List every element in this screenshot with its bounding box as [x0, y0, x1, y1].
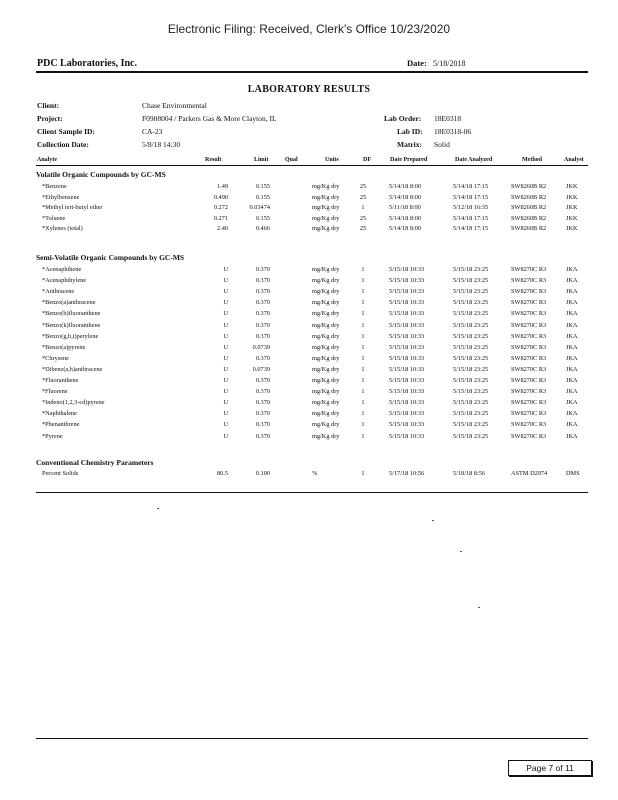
cell-analyzed: 5/15/18 23:25: [453, 432, 489, 440]
col-units: Units: [325, 157, 339, 163]
cell-df: 1: [361, 365, 365, 373]
cell-analyte: *Benzene: [42, 183, 67, 190]
sample-id-label: Client Sample ID:: [37, 127, 95, 136]
column-header-rule: [36, 165, 588, 166]
header-rule: [36, 71, 588, 73]
cell-df: 1: [361, 204, 365, 212]
cell-result: U: [223, 365, 228, 373]
cell-result: U: [223, 399, 228, 407]
cell-analyst: JKA: [566, 343, 578, 351]
cell-df: 1: [361, 299, 365, 307]
table-row: [0, 366, 618, 377]
cell-prepared: 5/15/18 10:33: [389, 377, 425, 384]
cell-prepared: 5/15/18 10:33: [389, 421, 425, 429]
table-row: [0, 470, 618, 481]
cell-units: mg/Kg dry: [312, 266, 340, 273]
cell-prepared: 5/17/18 10:56: [389, 470, 425, 477]
cell-result: U: [223, 343, 228, 351]
table-row: [0, 388, 618, 399]
cell-analyte: *Xylenes (total): [42, 225, 83, 233]
cell-result: 0.271: [213, 214, 228, 222]
cell-units: mg/Kg dry: [312, 277, 340, 285]
cell-analyte: *Anthracene: [42, 288, 75, 296]
cell-analyzed: 5/15/18 23:25: [453, 332, 489, 340]
table-row: [0, 277, 618, 288]
cell-units: mg/Kg dry: [312, 399, 340, 407]
cell-analyzed: 5/14/18 17:15: [453, 225, 489, 233]
cell-analyte: *Acenaphthene: [42, 266, 82, 273]
cell-analyst: JKK: [566, 225, 578, 233]
cell-analyte: *Ethylbenzene: [42, 193, 80, 201]
cell-analyte: *Benzo(g,h,i)perylene: [42, 332, 99, 340]
cell-df: 25: [359, 214, 367, 222]
cell-df: 1: [361, 310, 365, 318]
cell-limit: 0.03474: [249, 204, 270, 212]
cell-units: mg/Kg dry: [312, 183, 340, 190]
col-analyte: Analyte: [37, 157, 57, 163]
cell-analyte: *Naphthalene: [42, 410, 77, 418]
cell-limit: 0.155: [255, 193, 270, 201]
cell-units: mg/Kg dry: [312, 193, 340, 201]
cell-limit: 0.370: [255, 388, 270, 396]
cell-limit: 0.370: [255, 288, 270, 296]
cell-analyzed: 5/15/18 23:25: [453, 266, 489, 273]
cell-result: U: [223, 332, 228, 340]
cell-analyte: *Pyrene: [42, 432, 63, 440]
cell-prepared: 5/14/18 8:00: [389, 225, 422, 233]
cell-method: SW8260B R2: [511, 214, 547, 222]
cell-result: U: [223, 266, 228, 273]
cell-analyzed: 5/15/18 23:25: [453, 365, 489, 373]
cell-units: mg/Kg dry: [312, 225, 340, 233]
cell-prepared: 5/15/18 10:33: [389, 332, 425, 340]
cell-limit: 0.370: [255, 354, 270, 362]
lab-id-value: 18E0318-06: [434, 127, 472, 136]
cell-analyst: JKA: [566, 310, 578, 318]
cell-analyte: *Fluorene: [42, 388, 68, 396]
table-row: [0, 288, 618, 299]
cell-analyzed: 5/15/18 23:25: [453, 299, 489, 307]
cell-result: 0.490: [213, 193, 228, 201]
client-label: Client:: [37, 101, 60, 110]
cell-result: 2.40: [216, 225, 228, 233]
table-row: [0, 266, 618, 277]
cell-units: mg/Kg dry: [312, 310, 340, 318]
cell-analyzed: 5/15/18 23:25: [453, 410, 489, 418]
cell-analyzed: 5/15/18 23:25: [453, 310, 489, 318]
cell-analyzed: 5/15/18 23:25: [453, 388, 489, 396]
cell-limit: 0.466: [255, 225, 270, 233]
cell-prepared: 5/15/18 10:33: [389, 299, 425, 307]
filing-stamp: Electronic Filing: Received, Clerk's Office 10/23/2020: [167, 22, 451, 36]
col-limit: Limit: [254, 157, 269, 163]
cell-result: 80.5: [216, 470, 228, 477]
table-row: [0, 204, 618, 215]
cell-limit: 0.370: [255, 377, 270, 384]
cell-analyst: JKA: [566, 277, 578, 285]
cell-analyte: *Benzo(b)fluoranthene: [42, 310, 101, 318]
cell-df: 25: [359, 183, 367, 190]
cell-units: mg/Kg dry: [312, 432, 340, 440]
lab-order-label: Lab Order:: [384, 114, 422, 123]
table-row: [0, 355, 618, 366]
col-qual: Qual: [285, 157, 298, 163]
cell-limit: 0.370: [255, 277, 270, 285]
cell-limit: 0.370: [255, 299, 270, 307]
cell-df: 1: [361, 377, 365, 384]
cell-df: 1: [361, 321, 365, 329]
table-row: [0, 399, 618, 410]
report-date-value: 5/18/2018: [433, 59, 466, 68]
cell-result: U: [223, 288, 228, 296]
footer-rule: [36, 738, 588, 739]
cell-analyzed: 5/15/18 23:25: [453, 321, 489, 329]
cell-prepared: 5/15/18 10:33: [389, 365, 425, 373]
cell-analyte: *Dibenz(a,h)anthracene: [42, 365, 103, 373]
cell-analyte: Percent Solids: [42, 470, 79, 477]
cell-units: %: [312, 470, 318, 477]
cell-analyst: JKK: [566, 214, 578, 222]
section-volatile: Volatile Organic Compounds by GC-MS: [36, 170, 166, 179]
cell-method: SW8270C R3: [511, 399, 547, 407]
cell-method: SW8270C R3: [511, 299, 547, 307]
cell-analyzed: 5/14/18 17:15: [453, 214, 489, 222]
cell-method: SW8260B R2: [511, 193, 547, 201]
scan-speck: [460, 551, 462, 552]
section-conventional: Conventional Chemistry Parameters: [36, 458, 154, 467]
table-row: [0, 333, 618, 344]
cell-analyzed: 5/15/18 23:25: [453, 421, 489, 429]
cell-analyst: DMS: [566, 470, 580, 477]
cell-analyst: JKA: [566, 332, 578, 340]
cell-analyst: JKA: [566, 354, 578, 362]
cell-prepared: 5/15/18 10:33: [389, 354, 425, 362]
cell-units: mg/Kg dry: [312, 299, 340, 307]
cell-units: mg/Kg dry: [312, 388, 340, 396]
cell-result: U: [223, 321, 228, 329]
cell-result: U: [223, 410, 228, 418]
table-bottom-rule: [36, 492, 588, 493]
cell-analyte: *Benzo(a)anthracene: [42, 299, 96, 307]
cell-prepared: 5/15/18 10:33: [389, 399, 425, 407]
col-analyst: Analyst: [564, 157, 584, 163]
cell-method: SW8270C R3: [511, 343, 547, 351]
cell-analyzed: 5/12/18 16:35: [453, 204, 489, 212]
table-row: [0, 299, 618, 310]
cell-limit: 0.370: [255, 332, 270, 340]
cell-method: SW8270C R3: [511, 432, 547, 440]
cell-result: U: [223, 388, 228, 396]
cell-method: SW8270C R3: [511, 354, 547, 362]
cell-prepared: 5/15/18 10:33: [389, 321, 425, 329]
page-indicator: Page 7 of 11: [508, 760, 592, 776]
table-row: [0, 433, 618, 444]
cell-prepared: 5/15/18 10:33: [389, 343, 425, 351]
table-row: [0, 410, 618, 421]
cell-units: mg/Kg dry: [312, 214, 340, 222]
cell-limit: 0.100: [255, 470, 270, 477]
cell-df: 1: [361, 410, 365, 418]
cell-analyzed: 5/15/18 23:25: [453, 377, 489, 384]
cell-prepared: 5/15/18 10:33: [389, 432, 425, 440]
cell-df: 1: [361, 343, 365, 351]
scan-speck: [432, 520, 434, 521]
cell-analyte: *Indeno(1,2,3-cd)pyrene: [42, 399, 105, 407]
cell-units: mg/Kg dry: [312, 332, 340, 340]
cell-df: 1: [361, 288, 365, 296]
cell-analyst: JKA: [566, 388, 578, 396]
sample-id-value: CA-23: [142, 127, 163, 136]
cell-method: SW8260B R2: [511, 183, 547, 190]
cell-limit: 0.0739: [252, 343, 270, 351]
cell-df: 1: [361, 277, 365, 285]
table-row: [0, 183, 618, 194]
cell-limit: 0.0739: [252, 365, 270, 373]
cell-df: 1: [361, 470, 365, 477]
cell-analyzed: 5/15/18 23:25: [453, 399, 489, 407]
cell-analyte: *Fluoranthene: [42, 377, 79, 384]
cell-method: SW8270C R3: [511, 310, 547, 318]
table-row: [0, 310, 618, 321]
cell-analyte: *Toluene: [42, 214, 66, 222]
cell-result: U: [223, 277, 228, 285]
col-df: DF: [363, 157, 371, 163]
cell-result: U: [223, 377, 228, 384]
cell-method: SW8270C R3: [511, 288, 547, 296]
cell-prepared: 5/15/18 10:33: [389, 410, 425, 418]
cell-result: U: [223, 432, 228, 440]
cell-analyzed: 5/15/18 23:25: [453, 343, 489, 351]
cell-prepared: 5/14/18 8:00: [389, 183, 422, 190]
cell-limit: 0.370: [255, 266, 270, 273]
cell-method: SW8270C R3: [511, 388, 547, 396]
cell-result: U: [223, 421, 228, 429]
lab-order-value: 18E0318: [434, 114, 462, 123]
cell-method: SW8260B R2: [511, 204, 547, 212]
page-title: LABORATORY RESULTS: [247, 84, 371, 95]
cell-method: SW8270C R3: [511, 266, 547, 273]
cell-method: SW8260B R2: [511, 225, 547, 233]
collection-date-label: Collection Date:: [37, 140, 89, 149]
cell-analyst: JKA: [566, 377, 578, 384]
cell-df: 1: [361, 266, 365, 273]
cell-units: mg/Kg dry: [312, 321, 340, 329]
project-value: F0908004 / Parkers Gas & More Clayton, IL: [142, 114, 277, 123]
cell-prepared: 5/15/18 10:33: [389, 310, 425, 318]
cell-prepared: 5/14/18 8:00: [389, 193, 422, 201]
cell-analyzed: 5/14/18 17:15: [453, 193, 489, 201]
cell-analyst: JKA: [566, 421, 578, 429]
cell-units: mg/Kg dry: [312, 377, 340, 384]
cell-analyte: *Benzo(a)pyrene: [42, 343, 86, 351]
cell-units: mg/Kg dry: [312, 354, 340, 362]
cell-analyzed: 5/15/18 23:25: [453, 354, 489, 362]
cell-units: mg/Kg dry: [312, 288, 340, 296]
scan-speck: [157, 508, 159, 509]
col-method: Method: [522, 157, 542, 163]
cell-method: SW8270C R3: [511, 365, 547, 373]
col-date-analyzed: Date Analyzed: [455, 157, 493, 163]
cell-analyzed: 5/15/18 23:25: [453, 288, 489, 296]
cell-method: SW8270C R3: [511, 421, 547, 429]
cell-prepared: 5/11/18 8:00: [389, 204, 421, 212]
cell-analyst: JKA: [566, 365, 578, 373]
cell-result: U: [223, 310, 228, 318]
cell-limit: 0.370: [255, 432, 270, 440]
cell-analyte: *Chrysene: [42, 354, 69, 362]
cell-analyst: JKA: [566, 299, 578, 307]
scan-speck: [478, 607, 480, 608]
table-row: [0, 344, 618, 355]
cell-df: 1: [361, 421, 365, 429]
cell-units: mg/Kg dry: [312, 410, 340, 418]
cell-prepared: 5/14/18 8:00: [389, 214, 422, 222]
cell-analyst: JKK: [566, 204, 578, 212]
cell-method: SW8270C R3: [511, 321, 547, 329]
client-value: Chase Environmental: [142, 101, 207, 110]
cell-analyst: JKA: [566, 288, 578, 296]
report-date-label: Date:: [407, 58, 427, 68]
collection-date-value: 5/8/18 14:30: [142, 140, 181, 149]
cell-analyzed: 5/15/18 23:25: [453, 277, 489, 285]
table-row: [0, 194, 618, 205]
cell-df: 25: [359, 225, 367, 233]
table-row: [0, 377, 618, 388]
cell-df: 1: [361, 332, 365, 340]
cell-analyst: JKA: [566, 266, 578, 273]
cell-limit: 0.155: [255, 214, 270, 222]
cell-prepared: 5/15/18 10:33: [389, 288, 425, 296]
cell-limit: 0.370: [255, 399, 270, 407]
company-name: PDC Laboratories, Inc.: [37, 58, 137, 69]
cell-analyst: JKK: [566, 183, 578, 190]
project-label: Project:: [37, 114, 63, 123]
table-row: [0, 215, 618, 226]
cell-limit: 0.370: [255, 310, 270, 318]
cell-method: ASTM D2974: [511, 470, 548, 477]
cell-analyte: *Acenaphthylene: [42, 277, 87, 285]
table-row: [0, 421, 618, 432]
section-semivolatile: Semi-Volatile Organic Compounds by GC-MS: [36, 253, 185, 262]
cell-analyst: JKA: [566, 432, 578, 440]
cell-units: mg/Kg dry: [312, 421, 340, 429]
cell-df: 1: [361, 399, 365, 407]
cell-analyst: JKA: [566, 321, 578, 329]
cell-analyte: *Methyl tert-butyl ether: [42, 204, 103, 212]
cell-df: 25: [359, 193, 367, 201]
cell-df: 1: [361, 354, 365, 362]
cell-prepared: 5/15/18 10:33: [389, 277, 425, 285]
cell-result: 1.49: [216, 183, 228, 190]
col-result: Result: [205, 157, 222, 163]
cell-analyte: *Benzo(k)fluoranthene: [42, 321, 101, 329]
cell-result: U: [223, 299, 228, 307]
matrix-value: Solid: [434, 140, 450, 149]
cell-limit: 0.370: [255, 410, 270, 418]
table-row: [0, 322, 618, 333]
table-row: [0, 225, 618, 236]
cell-prepared: 5/15/18 10:33: [389, 388, 425, 396]
cell-limit: 0.370: [255, 321, 270, 329]
cell-units: mg/Kg dry: [312, 343, 340, 351]
cell-analyst: JKA: [566, 399, 578, 407]
cell-limit: 0.155: [255, 183, 270, 190]
cell-analyte: *Phenanthrene: [42, 421, 80, 429]
cell-method: SW8270C R3: [511, 332, 547, 340]
matrix-label: Matrix:: [397, 140, 422, 149]
cell-df: 1: [361, 388, 365, 396]
cell-method: SW8270C R3: [511, 377, 547, 384]
cell-result: U: [223, 354, 228, 362]
cell-limit: 0.370: [255, 421, 270, 429]
lab-id-label: Lab ID:: [397, 127, 423, 136]
col-date-prepared: Date Prepared: [390, 157, 428, 163]
cell-units: mg/Kg dry: [312, 204, 340, 212]
cell-method: SW8270C R3: [511, 410, 547, 418]
cell-df: 1: [361, 432, 365, 440]
cell-analyst: JKA: [566, 410, 578, 418]
cell-prepared: 5/15/18 10:33: [389, 266, 425, 273]
cell-units: mg/Kg dry: [312, 365, 340, 373]
cell-analyzed: 5/18/18 8:56: [453, 470, 486, 477]
cell-method: SW8270C R3: [511, 277, 547, 285]
cell-analyzed: 5/14/18 17:15: [453, 183, 489, 190]
cell-analyst: JKK: [566, 193, 578, 201]
cell-result: 0.272: [213, 204, 228, 212]
